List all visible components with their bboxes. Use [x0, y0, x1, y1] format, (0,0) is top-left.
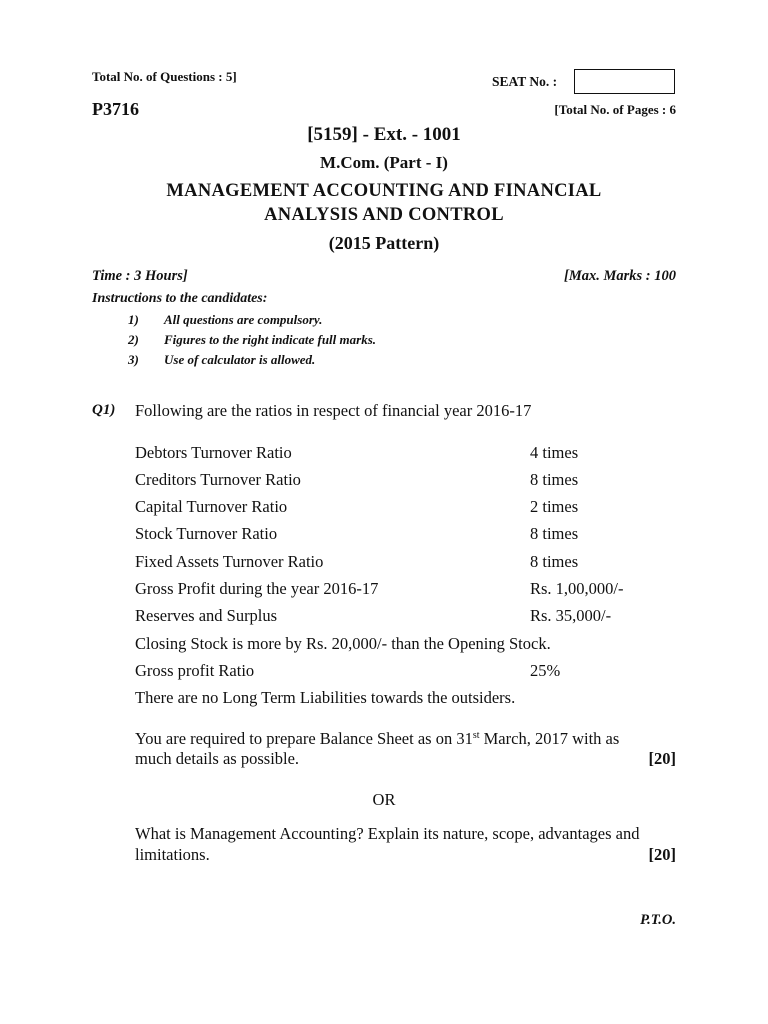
ratio-value: 8 times	[530, 524, 579, 543]
ratio-value: 4 times	[530, 443, 579, 462]
subject-title-line2: ANALYSIS AND CONTROL	[264, 205, 504, 225]
exam-code-line: [5159] - Ext. - 1001	[307, 124, 461, 145]
time-limit: Time : 3 Hours]	[92, 268, 188, 284]
ratio-row	[135, 470, 676, 492]
marks-badge: [20]	[648, 749, 676, 768]
instruction-text: Use of calculator is allowed.	[164, 352, 316, 367]
total-pages: [Total No. of Pages : 6	[554, 102, 676, 117]
closing-stock-note: Closing Stock is more by Rs. 20,000/- than the Opening Stock.	[135, 634, 551, 653]
instruction-number: 3)	[128, 352, 139, 367]
alternative-question-line2: limitations.	[135, 845, 210, 864]
ratio-label: Debtors Turnover Ratio	[135, 443, 292, 462]
instruction-item	[128, 332, 376, 348]
marks-badge: [20]	[648, 845, 676, 864]
required-line2: much details as possible.	[135, 749, 300, 768]
seat-number-box[interactable]	[574, 69, 675, 94]
pattern-line: (2015 Pattern)	[328, 233, 440, 253]
ratio-label: Capital Turnover Ratio	[135, 497, 288, 516]
instruction-text: Figures to the right indicate full marks.	[164, 332, 377, 347]
ratio-row	[135, 497, 676, 519]
seat-label: SEAT No. :	[492, 74, 558, 89]
date-suffix: st	[472, 730, 480, 741]
ratio-row	[135, 524, 676, 546]
ratio-label: Stock Turnover Ratio	[135, 524, 278, 543]
question-intro: Following are the ratios in respect of financial year 2016-17	[135, 401, 532, 420]
ratio-value: Rs. 1,00,000/-	[530, 579, 624, 598]
required-line1	[135, 729, 619, 749]
ratio-value: 8 times	[530, 470, 579, 489]
total-questions: Total No. of Questions : 5]	[92, 69, 237, 84]
subject-title-line1: MANAGEMENT ACCOUNTING AND FINANCIAL	[166, 181, 602, 201]
alternative-question-line1: What is Management Accounting? Explain its nature, scope, advantages and	[135, 824, 640, 843]
ratio-label: Creditors Turnover Ratio	[135, 470, 301, 489]
page-turn-note: P.T.O.	[640, 912, 676, 928]
course-name: M.Com. (Part - I)	[320, 153, 448, 172]
ratio-label: Fixed Assets Turnover Ratio	[135, 552, 324, 571]
instruction-item	[128, 352, 315, 368]
ratio-label: Reserves and Surplus	[135, 606, 278, 625]
liabilities-note: There are no Long Term Liabilities towards the outsiders.	[135, 688, 516, 707]
ratio-label: Gross Profit during the year 2016-17	[135, 579, 379, 598]
required-text-part1: You are required to prepare Balance Sheet as on 31	[135, 729, 473, 748]
ratio-row	[135, 552, 676, 574]
ratio-value: 25%	[530, 661, 561, 680]
instruction-number: 1)	[128, 312, 139, 327]
instruction-number: 2)	[128, 332, 139, 347]
ratio-row	[135, 606, 676, 628]
required-text-part2: March, 2017 with as	[479, 729, 620, 748]
ratio-row	[135, 443, 676, 465]
ratio-row	[135, 661, 676, 683]
question-label: Q1)	[92, 402, 116, 418]
instruction-item	[128, 312, 322, 328]
instructions-heading: Instructions to the candidates:	[92, 291, 268, 306]
or-divider: OR	[372, 790, 396, 809]
max-marks: [Max. Marks : 100	[564, 268, 676, 284]
ratio-value: 2 times	[530, 497, 579, 516]
ratio-value: 8 times	[530, 552, 579, 571]
ratio-row	[135, 579, 676, 601]
paper-code: P3716	[92, 99, 139, 119]
ratio-value: Rs. 35,000/-	[530, 606, 612, 625]
ratio-label: Gross profit Ratio	[135, 661, 255, 680]
instruction-text: All questions are compulsory.	[164, 312, 323, 327]
